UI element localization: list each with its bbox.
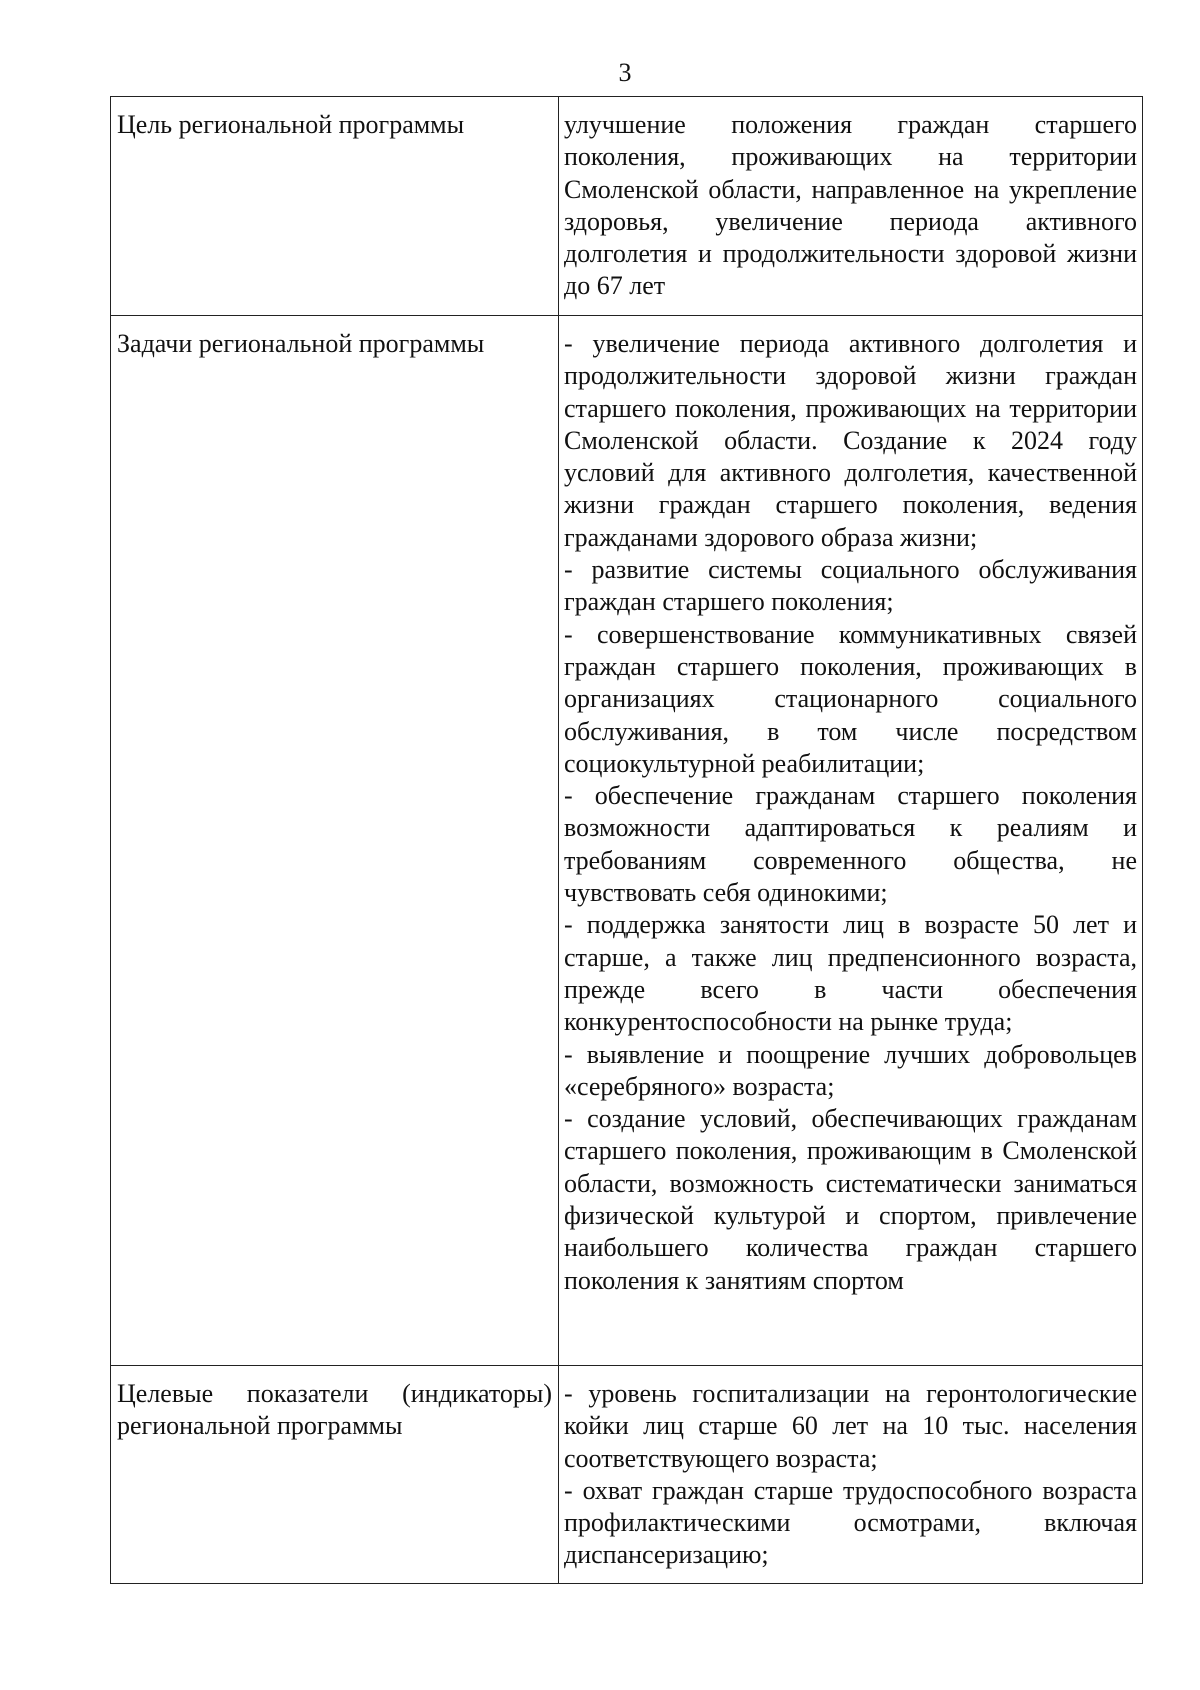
row-label-goal: Цель региональной программы <box>117 110 465 139</box>
row-label-cell <box>111 316 559 1366</box>
indicator-item: - уровень госпитализации на геронтологические койки лиц старше 60 лет на 10 тыс. населения соответствующего возраста; <box>564 1379 1137 1473</box>
task-item: - создание условий, обеспечивающих гражданам старшего поколения, проживающим в Смоленской области, возможность систематически заниматься физической культурой и спортом, привлечение наибольшего количества граждан старшего поколения к занятиям спортом <box>564 1104 1137 1295</box>
goal-text: улучшение положения граждан старшего поколения, проживающих на территории Смоленской области, направленное на укрепление здоровья, увеличение периода активного долголетия и продолжительности здоровой жизни до 67 лет <box>564 110 1137 301</box>
row-value-cell <box>559 316 1143 1366</box>
task-item: - поддержка занятости лиц в возрасте 50 лет и старше, а также лиц предпенсионного возраста, прежде всего в части обеспечения конкурентоспособности на рынке труда; <box>564 910 1137 1037</box>
task-item: - совершенствование коммуникативных связей граждан старшего поколения, проживающих в организациях стационарного социального обслуживания, в том числе посредством социокультурной реабилитации; <box>564 619 1137 778</box>
task-item: - обеспечение гражданам старшего поколения возможности адаптироваться к реалиям и требованиям современного общества, не чувствовать себя одинокими; <box>564 781 1137 908</box>
row-label-cell <box>111 97 559 316</box>
row-value-cell <box>559 1366 1143 1584</box>
table-row-goal <box>111 97 1143 316</box>
indicator-item: - охват граждан старше трудоспособного возраста профилактическими осмотрами, включая диспансеризацию; <box>564 1475 1137 1570</box>
table-row-indicators <box>111 1366 1143 1584</box>
row-label-cell <box>111 1366 559 1584</box>
row-label-indicators: Целевые показатели (индикаторы) региональной программы <box>117 1379 552 1441</box>
row-label-tasks: Задачи региональной программы <box>117 329 485 358</box>
row-value-cell <box>559 97 1143 316</box>
page-number: 3 <box>618 58 632 87</box>
program-passport-table <box>110 96 1143 1584</box>
table-row-tasks <box>111 316 1143 1366</box>
task-item: - увеличение периода активного долголетия и продолжительности здоровой жизни граждан старшего поколения, проживающих на территории Смоленской области. Создание к 2024 году условий для активного долголетия, качественной жизни граждан старшего поколения, ведения гражданами здорового образа жизни; <box>564 329 1137 552</box>
task-item: - выявление и поощрение лучших добровольцев «серебряного» возраста; <box>564 1039 1137 1101</box>
task-item: - развитие системы социального обслуживания граждан старшего поколения; <box>564 555 1137 617</box>
